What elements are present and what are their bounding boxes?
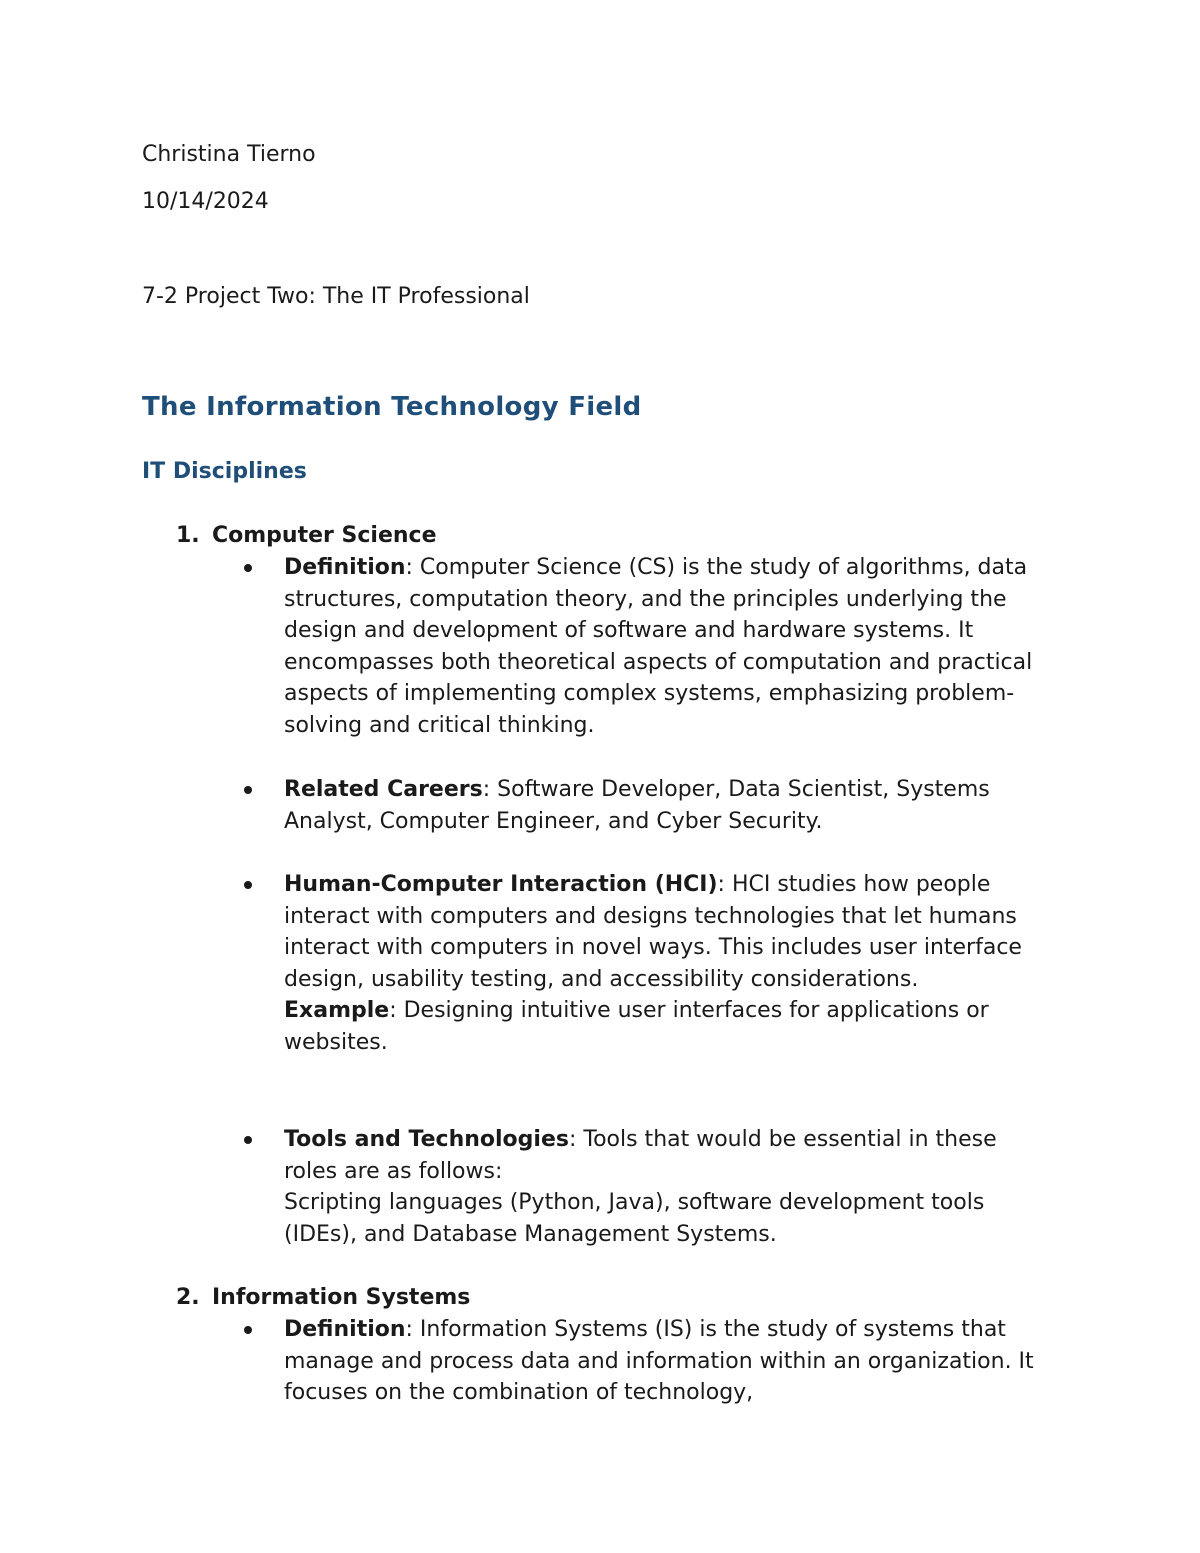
bullet-text — [284, 1314, 1044, 1409]
bullet-body: : Information Systems (IS) is the study of systems that manage and process data and information within an organization. It focuses on the combination of technology, — [284, 1317, 1034, 1406]
bullet-text — [284, 552, 1044, 742]
bullet-extra: Scripting languages (Python, Java), software development tools (IDEs), and Database Management Systems. — [284, 1190, 985, 1247]
bullet-text — [284, 1124, 1044, 1250]
bullet-label: Definition — [284, 1317, 406, 1342]
bullet-icon — [244, 1136, 252, 1144]
example-body: : Designing intuitive user interfaces for applications or websites. — [284, 998, 989, 1055]
bullet-label: Tools and Technologies — [284, 1127, 569, 1152]
discipline-heading — [176, 520, 437, 552]
document-date: 10/14/2024 — [142, 189, 269, 214]
bullet-icon — [244, 1326, 252, 1334]
bullet-icon — [244, 881, 252, 889]
bullet-icon — [244, 564, 252, 572]
discipline-number: 1. — [176, 523, 200, 548]
bullet-label: Definition — [284, 555, 406, 580]
list-item — [244, 869, 1044, 1059]
list-item — [244, 774, 1044, 837]
bullet-text — [284, 869, 1044, 1059]
list-item — [244, 552, 1044, 742]
bullet-body: : Tools that would be essential in these roles are as follows: — [284, 1127, 997, 1184]
discipline-heading — [176, 1282, 470, 1314]
assignment-title: 7-2 Project Two: The IT Professional — [142, 284, 530, 309]
example-label: Example — [284, 998, 390, 1024]
bullet-icon — [244, 786, 252, 794]
bullet-body: : HCI studies how people interact with computers and designs technologies that let humans interact with computers in novel ways. This includes user interface design, usability testing, and accessibility considerations. — [284, 872, 1022, 992]
bullet-body: : Software Developer, Data Scientist, Systems Analyst, Computer Engineer, and Cyber Security. — [284, 777, 990, 834]
list-item — [244, 1124, 1044, 1250]
discipline-name: Computer Science — [212, 523, 437, 548]
bullet-label: Human-Computer Interaction (HCI) — [284, 872, 718, 897]
author-name: Christina Tierno — [142, 142, 316, 167]
discipline-number: 2. — [176, 1285, 200, 1310]
section-heading: IT Disciplines — [142, 459, 307, 484]
document-heading: The Information Technology Field — [142, 392, 642, 422]
list-item — [244, 1314, 1044, 1409]
bullet-text — [284, 774, 1044, 837]
bullet-body: : Computer Science (CS) is the study of algorithms, data structures, computation theory, and the principles underlying the design and development of software and hardware systems. It encompasses both theoretical aspects of computation and practical aspects of implementing complex systems, emphasizing problem-solving and critical thinking. — [284, 555, 1033, 738]
bullet-label: Related Careers — [284, 777, 483, 802]
discipline-name: Information Systems — [212, 1285, 471, 1310]
